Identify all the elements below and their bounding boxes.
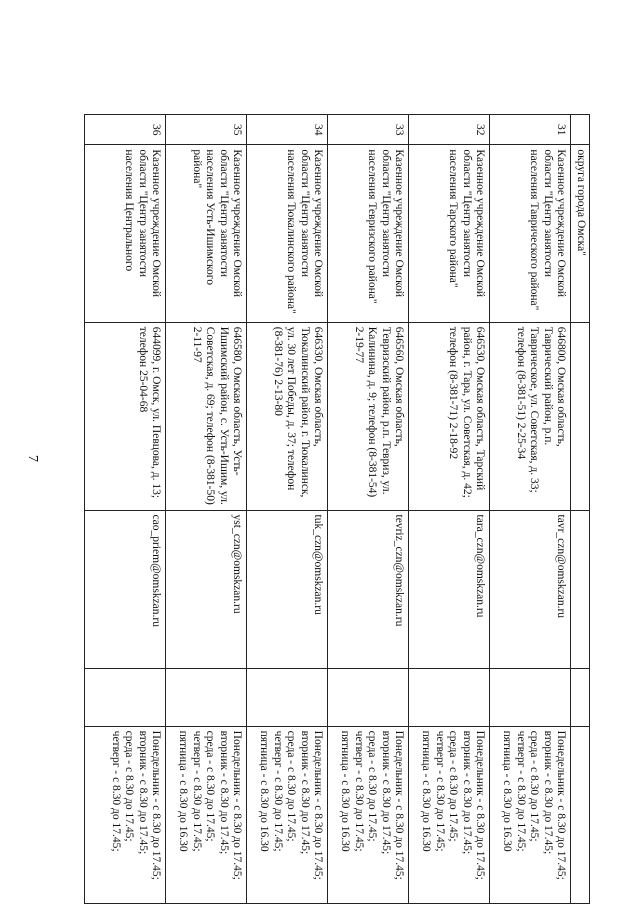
working-hours-cell: Понедельник - с 8.30 до 17.45; вторник - с 8.30 до 17.45; среда - с 8.30 до 17.45; четверг - с 8.30 до 17.45; пятница - с 8.30 до 16.30: [247, 726, 328, 903]
address-cell: 646530, Омская область, Тарский район, г. Тара, ул. Советская, д. 42; телефон (8-381-71) 2-18-92: [409, 322, 490, 510]
table-row: [490, 115, 571, 904]
continuation-hours-cell: [571, 726, 590, 903]
continuation-blank-cell: [571, 668, 590, 726]
email-cell: tevriz_czn@omskzan.ru: [328, 510, 409, 668]
email-cell: yst_czn@omskzan.ru: [166, 510, 247, 668]
row-number-cell: 32: [409, 115, 490, 145]
institution-name-cell: Казенное учреждение Омской области "Центр занятости населения Усть-Ишимского района": [166, 145, 247, 322]
page-number: 7: [25, 455, 40, 462]
table-row: [409, 115, 490, 904]
blank-cell: [328, 668, 409, 726]
table-row: [328, 115, 409, 904]
blank-cell: [247, 668, 328, 726]
institution-name-cell: Казенное учреждение Омской области "Центр занятости населения Тарского района": [409, 145, 490, 322]
row-number-cell: 35: [166, 115, 247, 145]
institution-name-cell: Казенное учреждение Омской области "Центр занятости населения Центрального: [85, 145, 166, 322]
table-row: [247, 115, 328, 904]
rotated-table-page: [82, 114, 590, 904]
row-number-cell: 36: [85, 115, 166, 145]
blank-cell: [85, 668, 166, 726]
continuation-row: [571, 115, 590, 904]
working-hours-cell: Понедельник - с 8.30 до 17.45; вторник - с 8.30 до 17.45; среда - с 8.30 до 17.45; четверг - с 8.30 до 17.45; пятница - с 8.30 до 16.30: [166, 726, 247, 903]
email-cell: tuk_czn@omskzan.ru: [247, 510, 328, 668]
row-number-cell: 31: [490, 115, 571, 145]
working-hours-cell: Понедельник - с 8.30 до 17.45; вторник - с 8.30 до 17.45; среда - с 8.30 до 17.45; четверг - с 8.30 до 17.45; пятница - с 8.30 до 16.30: [328, 726, 409, 903]
blank-cell: [409, 668, 490, 726]
address-cell: 646800, Омская область, Таврический район, р.п. Таврическое, ул. Советская, д. 33; телефон (8-381-51) 2-25-34: [490, 322, 571, 510]
institution-name-cell: Казенное учреждение Омской области "Центр занятости населения Таврического района": [490, 145, 571, 322]
working-hours-cell: Понедельник - с 8.30 до 17.45; вторник - с 8.30 до 17.45; среда - с 8.30 до 17.45; четверг - с 8.30 до 17.45;: [85, 726, 166, 903]
email-cell: tara_czn@omskzan.ru: [409, 510, 490, 668]
email-cell: cao_priem@omskzan.ru: [85, 510, 166, 668]
blank-cell: [490, 668, 571, 726]
address-cell: 644099, г. Омск, ул. Певцова, д. 13; телефон 25-04-68: [85, 322, 166, 510]
working-hours-cell: Понедельник - с 8.30 до 17.45; вторник - с 8.30 до 17.45; среда - с 8.30 до 17.45; четверг - с 8.30 до 17.45; пятница - с 8.30 до 16.30: [409, 726, 490, 903]
employment-centers-table: [85, 114, 591, 904]
table-row: [166, 115, 247, 904]
continuation-name-cell: округа города Омска": [571, 145, 590, 322]
blank-cell: [166, 668, 247, 726]
continuation-num-cell: [571, 115, 590, 145]
table-row: [85, 115, 166, 904]
address-cell: 646580, Омская область, Усть-Ишимский район, с. Усть-Ишим, ул. Советская, д. 69; телефон (8-381-50) 2-11-97: [166, 322, 247, 510]
table-body: [85, 115, 590, 904]
email-cell: tavr_czn@omskzan.ru: [490, 510, 571, 668]
institution-name-cell: Казенное учреждение Омской области "Центр занятости населения Тюкалинского района": [247, 145, 328, 322]
address-cell: 646560, Омская область, Тевризский район, р.п. Тевриз, ул. Калинина, д. 9; телефон (8-381-54) 2-19-77: [328, 322, 409, 510]
row-number-cell: 34: [247, 115, 328, 145]
address-cell: 646330, Омская область, Тюкалинский район, г. Тюкалинск, ул. 30 лет Победы, д. 37; телефон (8-381-76) 2-13-80: [247, 322, 328, 510]
continuation-address-cell: [571, 322, 590, 510]
continuation-email-cell: [571, 510, 590, 668]
working-hours-cell: Понедельник - с 8.30 до 17.45; вторник - с 8.30 до 17.45; среда - с 8.30 до 17.45; четверг - с 8.30 до 17.45; пятница - с 8.30 до 16.30: [490, 726, 571, 903]
institution-name-cell: Казенное учреждение Омской области "Центр занятости населения Тевризского района": [328, 145, 409, 322]
row-number-cell: 33: [328, 115, 409, 145]
